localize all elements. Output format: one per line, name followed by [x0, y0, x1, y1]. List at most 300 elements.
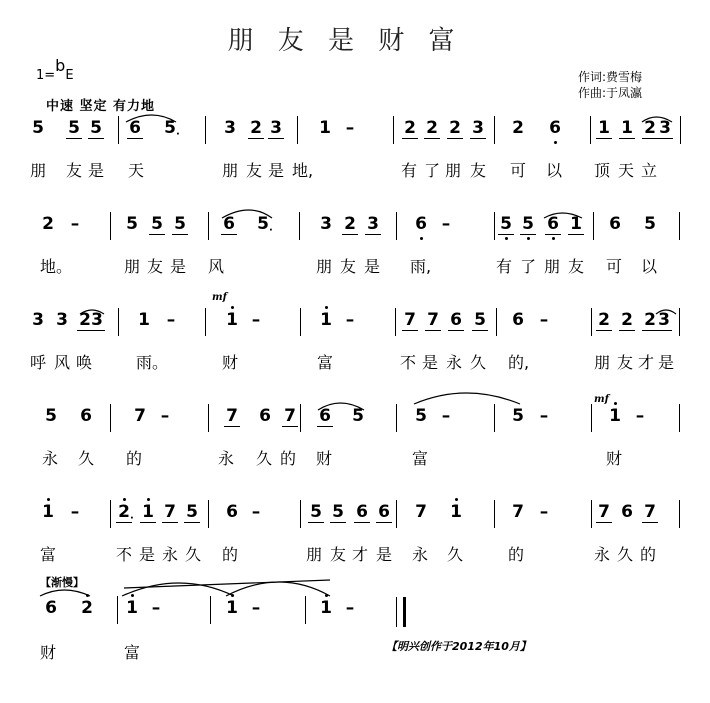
- note: [448, 502, 464, 522]
- octave-dot-low: [554, 141, 557, 144]
- note-digit: 5: [415, 406, 427, 426]
- lyric-row-2: [0, 254, 710, 278]
- lyric-syllable: 富: [317, 353, 334, 372]
- note-digit: 3: [91, 310, 103, 330]
- note-digit: 5: [151, 214, 163, 234]
- lyric-syllable: 永: [446, 353, 463, 372]
- barline: [300, 404, 301, 432]
- lyric-syllable: 友: [617, 353, 634, 372]
- note-digit: 7: [226, 406, 238, 426]
- lyric-syllable: 永: [162, 545, 179, 564]
- note: [127, 118, 143, 139]
- dash-hold: [67, 214, 83, 234]
- lyric-syllable: 朋: [306, 545, 323, 564]
- dash-hold: [157, 406, 173, 426]
- lyric-syllable: 是: [658, 353, 675, 372]
- dash-hold: [536, 406, 552, 426]
- note-digit: 7: [415, 502, 427, 522]
- note: [124, 598, 140, 618]
- note: [79, 598, 95, 618]
- note: [224, 310, 240, 330]
- note: [255, 214, 271, 234]
- note: [547, 118, 563, 138]
- note-digit: 5: [352, 406, 364, 426]
- lyric-syllable: 朋: [124, 257, 141, 276]
- barline: [208, 500, 209, 528]
- barline: [395, 308, 396, 336]
- lyric-syllable: 友: [470, 161, 487, 180]
- lyric-syllable: 是: [139, 545, 156, 564]
- note: [78, 406, 94, 426]
- note: [40, 214, 56, 234]
- lyric-syllable: 友: [246, 161, 263, 180]
- lyric-syllable: 富: [124, 643, 141, 662]
- note: [149, 214, 165, 235]
- barline: [305, 596, 306, 624]
- note: [510, 406, 526, 426]
- note-digit: –: [251, 598, 261, 618]
- note-digit: 5: [174, 214, 186, 234]
- octave-dot-low: [420, 237, 423, 240]
- notation-row-1: [0, 114, 710, 146]
- note-digit: 1: [609, 406, 621, 426]
- note-digit: 5: [126, 214, 138, 234]
- lyric-syllable: 永: [594, 545, 611, 564]
- lyric-syllable: 是: [376, 545, 393, 564]
- lyric-syllable: 以: [546, 161, 563, 180]
- lyric-syllable: 友: [568, 257, 585, 276]
- note-digit: –: [70, 502, 80, 522]
- octave-dot-high: [123, 498, 126, 501]
- lyric-syllable: 是: [268, 161, 285, 180]
- note-digit: 2: [81, 598, 93, 618]
- dash-hold: [438, 406, 454, 426]
- composer-credit: 作曲:于凤瀛: [578, 86, 643, 100]
- note-digit: 7: [404, 310, 416, 330]
- note: [318, 214, 334, 234]
- lyric-syllable: 风: [208, 257, 225, 276]
- note: [317, 118, 333, 138]
- lyric-syllable: 的,: [508, 353, 530, 372]
- barline: [299, 212, 300, 240]
- octave-dot-high: [325, 594, 328, 597]
- note-digit: –: [345, 118, 355, 138]
- barline: [297, 116, 298, 144]
- barline: [591, 308, 592, 336]
- dash-hold: [148, 598, 164, 618]
- lyric-syllable: 有: [496, 257, 513, 276]
- lyric-syllable: 天: [128, 161, 145, 180]
- barline: [396, 500, 397, 528]
- note-digit: 6: [378, 502, 390, 522]
- dash-hold: [248, 598, 264, 618]
- note-digit: 5: [500, 214, 512, 234]
- note: [43, 406, 59, 426]
- note: [402, 118, 418, 139]
- lyric-syllable: 朋: [445, 161, 462, 180]
- barline: [110, 212, 111, 240]
- note: [607, 406, 623, 426]
- note-digit: 1: [138, 310, 150, 330]
- note: [413, 406, 429, 426]
- note-digit: 2: [118, 502, 130, 522]
- lyric-syllable: 的: [222, 545, 239, 564]
- lyric-syllable: 地。: [40, 257, 73, 276]
- note-digit: 3: [472, 118, 484, 138]
- barline: [494, 212, 495, 240]
- lyric-row-6: [0, 640, 710, 664]
- barline: [208, 212, 209, 240]
- octave-dot-high: [325, 306, 328, 309]
- note-digit: 2: [344, 214, 356, 234]
- barline: [679, 212, 680, 240]
- note-digit: 1: [570, 214, 582, 234]
- lyric-syllable: 立: [641, 161, 658, 180]
- octave-dot-high: [47, 498, 50, 501]
- note-digit: 2: [621, 310, 633, 330]
- note-digit: 6: [129, 118, 141, 138]
- octave-dot-high: [147, 498, 150, 501]
- note: [510, 310, 526, 330]
- note-digit: 6: [621, 502, 633, 522]
- note: [657, 118, 673, 139]
- dash-hold: [248, 502, 264, 522]
- barline: [593, 212, 594, 240]
- dash-hold: [632, 406, 648, 426]
- note-digit: 1: [319, 118, 331, 138]
- barline: [591, 500, 592, 528]
- note-digit: –: [251, 502, 261, 522]
- dash-hold: [342, 598, 358, 618]
- note-digit: 3: [32, 310, 44, 330]
- dash-hold: [536, 502, 552, 522]
- note-digit: 3: [224, 118, 236, 138]
- barline: [393, 116, 394, 144]
- lyric-syllable: 朋: [594, 353, 611, 372]
- tempo-marking: 中速 坚定 有力地: [46, 99, 156, 114]
- lyric-syllable: 永: [42, 449, 59, 468]
- note: [470, 118, 486, 139]
- note-digit: –: [441, 214, 451, 234]
- lyric-syllable: 的: [508, 545, 525, 564]
- note-digit: 1: [126, 598, 138, 618]
- note: [257, 406, 273, 426]
- note-digit: 5: [522, 214, 534, 234]
- lyric-syllable: 财: [222, 353, 239, 372]
- note: [162, 118, 178, 138]
- note: [510, 118, 526, 138]
- note: [30, 310, 46, 330]
- note-digit: 7: [512, 502, 524, 522]
- note-digit: 1: [226, 310, 238, 330]
- lyric-syllable: 不: [400, 353, 417, 372]
- lyric-syllable: 唤: [76, 353, 93, 372]
- note: [413, 214, 429, 234]
- dash-hold: [67, 502, 83, 522]
- lyric-syllable: 永: [218, 449, 235, 468]
- note-digit: 7: [284, 406, 296, 426]
- note: [172, 214, 188, 235]
- note-digit: –: [166, 310, 176, 330]
- lyric-syllable: 天: [618, 161, 635, 180]
- note: [619, 310, 635, 331]
- barline: [118, 116, 119, 144]
- note: [268, 118, 284, 139]
- octave-dot-low: [505, 237, 508, 240]
- note-digit: 5: [332, 502, 344, 522]
- note-digit: 1: [42, 502, 54, 522]
- note-digit: 5: [32, 118, 44, 138]
- note-digit: 5: [90, 118, 102, 138]
- note-digit: 5: [186, 502, 198, 522]
- lyric-syllable: 地,: [292, 161, 314, 180]
- note: [222, 118, 238, 138]
- note-digit: –: [160, 406, 170, 426]
- lyric-row-1: [0, 158, 710, 182]
- note: [365, 214, 381, 235]
- note: [308, 502, 324, 523]
- note: [498, 214, 514, 235]
- note: [116, 502, 132, 523]
- lyric-syllable: 有: [401, 161, 418, 180]
- note-digit: 6: [226, 502, 238, 522]
- note-digit: –: [345, 598, 355, 618]
- song-title: 朋 友 是 财 富: [227, 26, 463, 56]
- lyric-syllable: 可: [510, 161, 527, 180]
- note-digit: 5: [164, 118, 176, 138]
- note: [140, 502, 156, 523]
- notation-row-3: [0, 306, 710, 338]
- octave-dot-low: [552, 237, 555, 240]
- augmentation-dot: ·: [130, 513, 134, 524]
- lyric-syllable: 友: [330, 545, 347, 564]
- note: [413, 502, 429, 522]
- lyric-syllable: 的: [126, 449, 143, 468]
- note-digit: 5: [45, 406, 57, 426]
- note: [132, 406, 148, 426]
- lyric-syllable: 呼: [30, 353, 47, 372]
- barline: [496, 308, 497, 336]
- key-note: E: [65, 68, 74, 83]
- note-digit: 2: [449, 118, 461, 138]
- barline: [205, 308, 206, 336]
- note: [124, 214, 140, 234]
- lyric-syllable: 朋: [222, 161, 239, 180]
- note-digit: 1: [320, 598, 332, 618]
- note-digit: 3: [367, 214, 379, 234]
- note-digit: 2: [79, 310, 91, 330]
- lyric-syllable: 是: [422, 353, 439, 372]
- lyric-syllable: 才: [638, 353, 655, 372]
- note: [520, 214, 536, 235]
- barline: [590, 116, 591, 144]
- lyric-syllable: 友: [147, 257, 164, 276]
- lyric-syllable: 友: [66, 161, 83, 180]
- lyric-syllable: 以: [641, 257, 658, 276]
- lyric-row-5: [0, 542, 710, 566]
- lyric-syllable: 久: [447, 545, 464, 564]
- notation-row-4: [0, 402, 710, 434]
- dash-hold: [342, 118, 358, 138]
- note-digit: 7: [644, 502, 656, 522]
- lyric-syllable: 朋: [316, 257, 333, 276]
- note: [642, 118, 658, 139]
- lyric-syllable: 才: [352, 545, 369, 564]
- note-digit: 6: [512, 310, 524, 330]
- augmentation-dot: ·: [269, 225, 273, 236]
- notation-row-5: [0, 498, 710, 530]
- lyric-syllable: 了: [424, 161, 441, 180]
- note-digit: 6: [356, 502, 368, 522]
- note: [162, 502, 178, 523]
- lyric-syllable: 是: [170, 257, 187, 276]
- barline: [679, 500, 680, 528]
- note-digit: –: [539, 406, 549, 426]
- tie-line: [124, 580, 330, 588]
- barline: [591, 404, 592, 432]
- note: [656, 310, 672, 331]
- note-digit: –: [70, 214, 80, 234]
- augmentation-dot: ·: [176, 129, 180, 140]
- note: [568, 214, 584, 235]
- note: [224, 502, 240, 522]
- note-digit: 2: [250, 118, 262, 138]
- barline: [396, 404, 397, 432]
- octave-dot-high: [231, 306, 234, 309]
- note-digit: 6: [450, 310, 462, 330]
- note: [66, 118, 82, 139]
- note: [596, 118, 612, 139]
- note-digit: 5: [310, 502, 322, 522]
- barline: [110, 500, 111, 528]
- note: [642, 502, 658, 523]
- lyric-syllable: 财: [606, 449, 623, 468]
- note-digit: 2: [644, 118, 656, 138]
- lyric-syllable: 财: [40, 643, 57, 662]
- barline: [300, 308, 301, 336]
- note-digit: 7: [164, 502, 176, 522]
- note-digit: 6: [415, 214, 427, 234]
- barline: [110, 404, 111, 432]
- note: [318, 598, 334, 618]
- note: [642, 214, 658, 234]
- note: [136, 310, 152, 330]
- lyric-syllable: 雨。: [136, 353, 169, 372]
- note-digit: 6: [45, 598, 57, 618]
- note: [30, 118, 46, 138]
- note-digit: 6: [80, 406, 92, 426]
- note: [330, 502, 346, 523]
- lyric-syllable: 财: [316, 449, 333, 468]
- note-digit: 1: [621, 118, 633, 138]
- barline: [396, 212, 397, 240]
- barline: [117, 596, 118, 624]
- note: [424, 118, 440, 139]
- note-digit: 2: [512, 118, 524, 138]
- note: [425, 310, 441, 331]
- octave-dot-high: [614, 402, 617, 405]
- note: [596, 310, 612, 331]
- note-digit: 2: [598, 310, 610, 330]
- lyric-syllable: 的: [280, 449, 297, 468]
- note-digit: 5: [474, 310, 486, 330]
- note: [54, 310, 70, 330]
- lyric-syllable: 久: [617, 545, 634, 564]
- note: [619, 118, 635, 139]
- notation-row-6: [0, 594, 710, 626]
- note: [224, 598, 240, 618]
- octave-dot-high: [131, 594, 134, 597]
- lyric-syllable: 是: [364, 257, 381, 276]
- ritardando-marking: 【渐慢】: [40, 576, 84, 589]
- lyric-syllable: 了: [520, 257, 537, 276]
- barline: [208, 404, 209, 432]
- note: [545, 214, 561, 235]
- note: [40, 502, 56, 522]
- octave-dot-high: [86, 594, 89, 597]
- barline: [118, 308, 119, 336]
- note-digit: 6: [319, 406, 331, 426]
- note-digit: 6: [223, 214, 235, 234]
- barline: [205, 116, 206, 144]
- note-digit: 6: [549, 118, 561, 138]
- lyric-syllable: 久: [185, 545, 202, 564]
- note: [318, 310, 334, 330]
- notation-row-2: [0, 210, 710, 242]
- note: [184, 502, 200, 523]
- lyric-syllable: 顶: [594, 161, 611, 180]
- note-digit: 6: [259, 406, 271, 426]
- lyric-syllable: 久: [78, 449, 95, 468]
- key-prefix: 1=: [36, 68, 56, 83]
- note-digit: 6: [609, 214, 621, 234]
- dynamic-mf-2: mf: [594, 394, 609, 405]
- note-digit: 7: [598, 502, 610, 522]
- lyricist-credit: 作词:费雪梅: [578, 70, 643, 84]
- lyric-syllable: 风: [54, 353, 71, 372]
- note: [224, 406, 240, 427]
- note-digit: 5: [512, 406, 524, 426]
- note: [282, 406, 298, 427]
- note-digit: 3: [659, 118, 671, 138]
- lyric-syllable: 久: [256, 449, 273, 468]
- lyric-syllable: 是: [88, 161, 105, 180]
- note: [221, 214, 237, 235]
- note: [510, 502, 526, 522]
- note-digit: 2: [404, 118, 416, 138]
- note: [43, 598, 59, 618]
- note-digit: 7: [134, 406, 146, 426]
- note-digit: 1: [142, 502, 154, 522]
- note-digit: 5: [68, 118, 80, 138]
- lyric-syllable: 富: [40, 545, 57, 564]
- lyric-syllable: 雨,: [410, 257, 432, 276]
- note-digit: –: [151, 598, 161, 618]
- final-barline: [396, 597, 406, 627]
- key-flat: b: [55, 56, 66, 75]
- note: [88, 118, 104, 139]
- note-digit: 1: [226, 598, 238, 618]
- lyric-syllable: 富: [412, 449, 429, 468]
- note-digit: 7: [427, 310, 439, 330]
- note-digit: 1: [450, 502, 462, 522]
- lyric-syllable: 友: [340, 257, 357, 276]
- note: [354, 502, 370, 523]
- note: [89, 310, 105, 331]
- note-digit: 5: [257, 214, 269, 234]
- lyric-syllable: 的: [640, 545, 657, 564]
- dynamic-mf-1: mf: [212, 292, 227, 303]
